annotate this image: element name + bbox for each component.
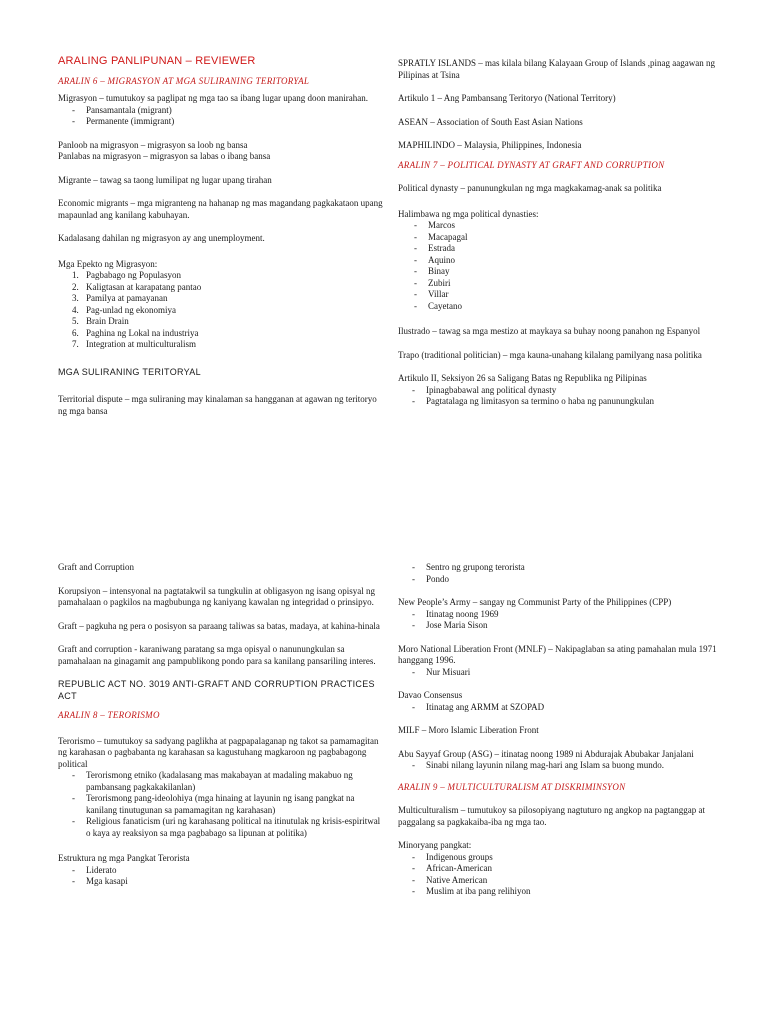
document-title: ARALING PANLIPUNAN – REVIEWER (58, 55, 256, 67)
list-item: 2. Kaligtasan at karapatang pantao (72, 281, 202, 292)
korupsiyon-definition: Korupsiyon – intensyonal na pagtatakwil sa tungkulin at obligasyon ng isang opisyal ng pamahalaan o pagkilos na magbubunga ng kaniyang kawalan ng integridad o prinsipyo. (58, 585, 375, 607)
list-item: - Jose Maria Sison (398, 620, 720, 632)
economic-migrants-definition: Economic migrants – mga migranteng na hahanap ng mas magandang pagkakataon upang mapaunlad ang kanilang kabuhayan. (58, 198, 383, 220)
list-item: - Macapagal (398, 232, 720, 244)
asg-definition: Abu Sayyaf Group (ASG) – itinatag noong 1989 ni Abdurajak Abubakar Janjalani (398, 748, 694, 759)
aralin-6-heading: ARALIN 6 – MIGRASYON AT MGA SULIRANING TERITORYAL (58, 75, 310, 86)
left-column-bottom (58, 562, 383, 888)
territorial-dispute-definition: Territorial dispute – mga suliraning may kinalaman sa hangganan at agawan ng teritoryo ng mga bansa (58, 394, 377, 416)
list-item: - Indigenous groups (398, 852, 720, 864)
list-item: - Binay (398, 266, 720, 278)
list-item: - Native American (398, 875, 720, 887)
maphilindo-definition: MAPHILINDO – Malaysia, Philippines, Indonesia (398, 140, 582, 150)
estruktura-cont-list (398, 562, 720, 585)
graft-heading: Graft and Corruption (58, 562, 134, 572)
list-item: 1. Pagbabago ng Populasyon (72, 270, 181, 280)
list-item: - Liderato (58, 865, 383, 877)
right-column-bottom (398, 562, 720, 898)
left-column-top (58, 56, 383, 417)
migrasyon-definition: Migrasyon – tumutukoy sa paglipat ng mga tao sa ibang lugar upang doon manirahan. (58, 93, 368, 103)
aralin-8-heading: ARALIN 8 – TERORISMO (58, 710, 160, 720)
terorismo-definition: Terorismo – tumutukoy sa sadyang paglikha at pagpapalaganap ng takot sa pamamagitan ng karahasan o pagbabanta ng karahasan sa kagustuhang magkaroon ng pagbabagong political (58, 735, 379, 769)
panloob-definition: Panloob na migrasyon – migrasyon sa loob ng bansa (58, 139, 248, 150)
list-item: - Villar (398, 289, 720, 301)
estruktura-heading: Estruktura ng mga Pangkat Terorista (58, 853, 190, 863)
halimbawa-heading: Halimbawa ng mga political dynasties: (398, 208, 539, 219)
aralin-9-heading: ARALIN 9 – MULTICULTURALISM AT DISKRIMINSYON (398, 781, 626, 792)
spratly-islands: SPRATLY ISLANDS – mas kilala bilang Kalayaan Group of Islands ,pinag aagawan ng Pilipinas at Tsina (398, 58, 715, 80)
list-item: 4. Pag-unlad ng ekonomiya (72, 304, 176, 315)
minorya-heading: Minoryang pangkat: (398, 840, 472, 850)
list-item: - Marcos (398, 220, 720, 232)
list-item: - Sinabi nilang layunin nilang mag-hari ang Islam sa buong mundo. (398, 760, 720, 772)
minorya-list (398, 852, 720, 898)
list-item: 6. Paghina ng Lokal na industriya (72, 327, 199, 338)
list-item: - Nur Misuari (398, 667, 720, 679)
mnlf-list (398, 667, 720, 679)
ra3019-heading: REPUBLIC ACT NO. 3019 ANTI-GRAFT AND CORRUPTION PRACTICES ACT (58, 679, 375, 701)
kadalasang-dahilan: Kadalasang dahilan ng migrasyon ay ang unemployment. (58, 233, 265, 243)
list-item: - Pansamantala (migrant) (58, 105, 383, 117)
graft-definition: Graft – pagkuha ng pera o posisyon sa paraang taliwas sa batas, madaya, at kahina-hinala (58, 620, 380, 631)
artikulo-2: Artikulo II, Seksiyon 26 sa Saligang Batas ng Republika ng Pilipinas (398, 373, 647, 383)
list-item: - Zubiri (398, 278, 720, 290)
ilustrado-definition: Ilustrado – tawag sa mga mestizo at maykaya sa buhay noong panahon ng Espanyol (398, 326, 701, 336)
political-dynasty-definition: Political dynasty – panunungkulan ng mga magkakamag-anak sa politika (398, 183, 662, 193)
list-item: 5. Brain Drain (72, 316, 129, 326)
asg-list (398, 760, 720, 772)
artikulo-1: Artikulo 1 – Ang Pambansang Teritoryo (National Territory) (398, 93, 616, 103)
list-item: - Ipinagbabawal ang political dynasty (398, 385, 720, 397)
terorismo-types-list (58, 770, 383, 839)
suliranin-heading: MGA SULIRANING TERITORYAL (58, 366, 201, 377)
list-item: - Terorismong pang-ideolohiya (mga hinaing at layunin ng isang pangkat na kanilang tinutugunan sa pamamagitan ng karahasan) (58, 793, 383, 816)
list-item: - Cayetano (398, 301, 720, 313)
list-item: - Religious fanaticism (uri ng karahasang political na itinutulak ng krisis-espiritwal o kaya ay reaksiyon sa mga pagbabago sa lipunan at politika) (58, 816, 383, 839)
list-item: - Pondo (398, 574, 720, 586)
npa-definition: New People’s Army – sangay ng Communist Party of the Philippines (CPP) (398, 597, 672, 607)
right-column-top (398, 58, 720, 408)
list-item: - African-American (398, 863, 720, 875)
list-item: - Itinatag ang ARMM at SZOPAD (398, 702, 720, 714)
trapo-definition: Trapo (traditional politician) – mga kauna-unahang kilalang pamilyang nasa politika (398, 349, 702, 360)
mnlf-definition: Moro National Liberation Front (MNLF) – Nakipaglaban sa ating pamahalan mula 1971 hanggang 1996. (398, 643, 717, 665)
list-item: 3. Pamilya at pamayanan (72, 293, 168, 303)
artikulo-2-list (398, 385, 720, 408)
list-item: - Aquino (398, 255, 720, 267)
graft-corruption-definition: Graft and corruption - karaniwang paratang sa mga opisyal o nanunungkulan sa pamahalaan na ginagamit ang pampublikong pondo para sa kanilang pansariling interes. (58, 644, 376, 666)
list-item: 7. Integration at multiculturalism (72, 339, 196, 349)
list-item: - Mga kasapi (58, 876, 383, 888)
asean-definition: ASEAN – Association of South East Asian Nations (398, 116, 583, 127)
panlabas-definition: Panlabas na migrasyon – migrasyon sa labas o ibang bansa (58, 151, 271, 161)
list-item: - Itinatag noong 1969 (398, 609, 720, 621)
davao-list (398, 702, 720, 714)
multiculturalism-definition: Multiculturalism – tumutukoy sa pilosopiyang nagtuturo ng angkop na pagtanggap at paggalang sa pagkakaiba-iba ng mga tao. (398, 805, 705, 827)
migrante-definition: Migrante – tawag sa taong lumilipat ng lugar upang tirahan (58, 174, 272, 185)
list-item: - Permanente (immigrant) (58, 116, 383, 128)
list-item: - Muslim at iba pang relihiyon (398, 886, 720, 898)
aralin-7-heading: ARALIN 7 – POLITICAL DYNASTY AT GRAFT AND CORRUPTION (398, 159, 665, 170)
list-item: - Estrada (398, 243, 720, 255)
davao-consensus: Davao Consensus (398, 690, 463, 700)
estruktura-list (58, 865, 383, 888)
epekto-heading: Mga Epekto ng Migrasyon: (58, 258, 158, 269)
list-item: - Pagtatalaga ng limitasyon sa termino o haba ng panunungkulan (398, 396, 720, 408)
epekto-list (58, 270, 383, 351)
migrasyon-types-list (58, 105, 383, 128)
dynasties-list (398, 220, 720, 312)
milf-definition: MILF – Moro Islamic Liberation Front (398, 725, 539, 735)
list-item: - Terorismong etniko (kadalasang mas makabayan at madaling makabuo ng pambansang pagkakakilanlan) (58, 770, 383, 793)
npa-list (398, 609, 720, 632)
list-item: - Sentro ng grupong terorista (398, 562, 720, 574)
